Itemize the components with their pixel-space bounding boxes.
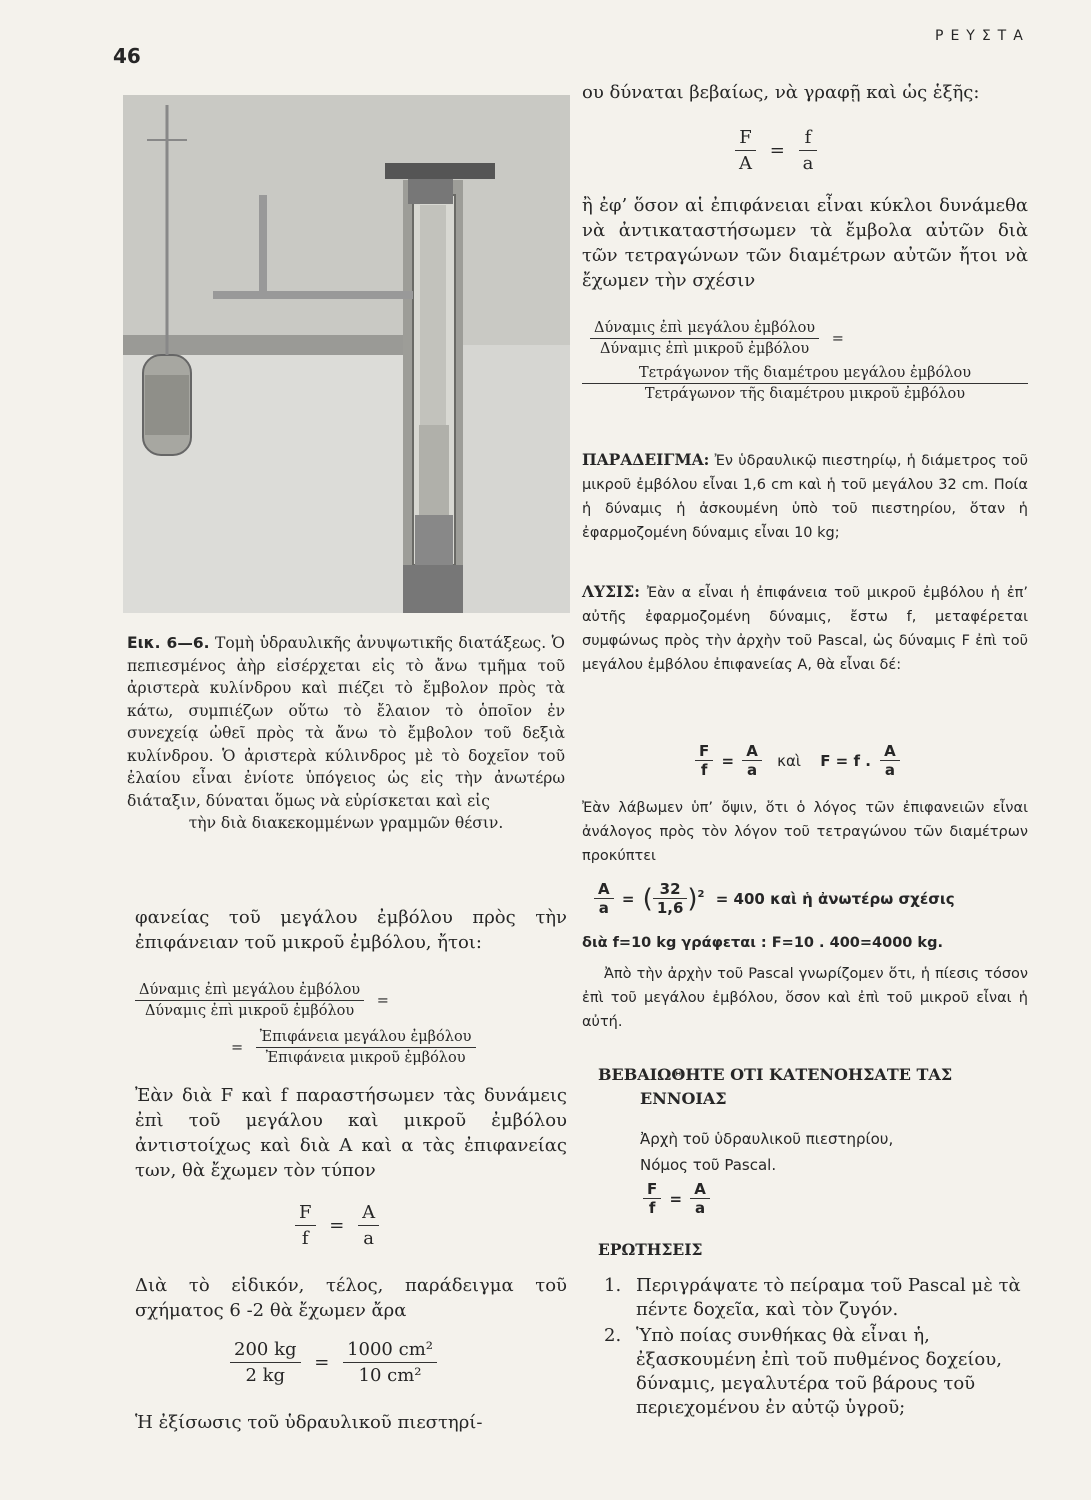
left-formula-F-over-f — [295, 1200, 379, 1251]
solution-text-3: διὰ f=10 kg γράφεται : F=10 . 400=4000 kg. — [582, 935, 943, 951]
concept-symbol-A: A — [690, 1180, 710, 1199]
question-text-1: Περιγράψατε τὸ πείραμα τοῦ Pascal μὲ τὰ πέντε δοχεῖα, καὶ τὸν ζυγόν. — [636, 1275, 1021, 1320]
right-paragraph-1: ου δύναται βεβαίως, νὰ γραφῇ καὶ ὡς ἑξῆς: — [582, 82, 980, 103]
formula-equals-9: = — [669, 1189, 683, 1208]
left-paragraph-2: Ἐὰν διὰ F καὶ f παραστήσωμεν τὰς δυνάμεις ἐπὶ τοῦ μεγάλου καὶ μικροῦ ἐμβόλου ἀντιστοίχως καὶ διὰ A καὶ α τὰς ἐπιφανείας των, θὰ ἔχωμεν τὸν τύπον — [135, 1085, 567, 1181]
symbol-F-2: F — [735, 125, 756, 151]
concept-item-2: Νόμος τοῦ Pascal. — [640, 1156, 777, 1174]
example-den-2: 10 cm² — [358, 1365, 422, 1386]
question-number-1: 1. — [604, 1275, 622, 1296]
symbol-a: a — [363, 1228, 374, 1249]
concept-symbol-a: a — [695, 1199, 706, 1217]
example-num-2: 1000 cm² — [343, 1337, 437, 1363]
symbol-A: A — [358, 1200, 379, 1226]
concept-symbol-f: f — [648, 1199, 656, 1217]
formula-equals-5: = — [769, 140, 785, 161]
concepts-formula — [643, 1180, 710, 1217]
formula-equals-7: = — [721, 751, 735, 770]
example-heading: ΠΑΡΑΔΕΙΓΜΑ: — [582, 450, 710, 469]
ratio-den-diameter-small: Τετράγωνον τῆς διαμέτρου μικροῦ ἐμβόλου — [644, 386, 966, 402]
solution-formula — [695, 742, 900, 779]
sol-symbol-f: f — [700, 761, 708, 779]
formula-num-area-large: Ἐπιφάνεια μεγάλου ἐμβόλου — [256, 1027, 476, 1048]
right-formula-ratio — [582, 318, 1028, 404]
sol-symbol-F: F — [695, 742, 713, 761]
ratio-32: 32 — [653, 880, 688, 899]
solution-text: Ἐὰν α εἶναι ἡ ἐπιφάνεια τοῦ μικροῦ ἐμβόλου ἡ ἐπ’ αὐτῆς ἐφαρμοζομένη δύναμις, ἔστω f, μεταφέρεται συμφώνως πρὸς τὴν ἀρχὴν τοῦ Pascal, ὡς δύναμις F ἐπὶ τοῦ μεγάλου ἐμβόλου ἐπιφανείας A, θὰ εἶναι δέ: — [582, 585, 1029, 673]
ratio-16: 1,6 — [656, 899, 684, 917]
question-text-2: Ὑπὸ ποίας συνθήκας θὰ εἶναι ἡ, ἐξασκουμένη ἐπὶ τοῦ πυθμένος δοχείου, δύναμις, μεγαλυτέρα τοῦ βάρους τοῦ περιεχομένου ἐν αὐτῷ ὑγροῦ; — [636, 1325, 1002, 1418]
question-number-2: 2. — [604, 1325, 622, 1346]
concept-symbol-F: F — [643, 1180, 661, 1199]
formula-num-force-large: Δύναμις ἐπὶ μεγάλου ἐμβόλου — [135, 980, 364, 1001]
example-block — [582, 448, 1028, 545]
ratio-rest: = 400 καὶ ἡ ἀνωτέρω σχέσις — [715, 889, 955, 908]
ratio-den-force-small: Δύναμις ἐπὶ μικροῦ ἐμβόλου — [599, 341, 810, 357]
running-header: ΡΕΥΣΤΑ — [935, 28, 1030, 44]
ratio-symbol-a: a — [598, 899, 609, 917]
symbol-F: F — [295, 1200, 316, 1226]
solution-heading: ΛΥΣΙΣ: — [582, 582, 640, 601]
formula-equals: = — [376, 992, 389, 1009]
question-item-1 — [604, 1274, 1034, 1322]
formula-den-force-small: Δύναμις ἐπὶ μικροῦ ἐμβόλου — [144, 1003, 355, 1019]
right-paragraph-2: ἢ ἐφ’ ὅσον αἱ ἐπιφάνειαι εἶναι κύκλοι δυνάμεθα νὰ ἀντικαταστήσωμεν τὰ ἔμβολα αὐτῶν διὰ τῶν τετραγώνων τῶν διαμέτρων αὐτῶν ἤτοι νὰ ἔχωμεν τὴν σχέσιν — [582, 195, 1028, 291]
question-list — [604, 1274, 1034, 1420]
concepts-heading-line-1: ΒΕΒΑΙΩΘΗΤΕ ΟΤΙ ΚΑΤΕΝΟΗΣΑΤΕ ΤΑΣ — [598, 1065, 953, 1084]
symbol-a-2: a — [802, 153, 814, 174]
concepts-heading — [598, 1063, 952, 1111]
sol-symbol-A-2: A — [880, 742, 900, 761]
left-paragraph-4: Ἡ ἐξίσωσις τοῦ ὑδραυλικοῦ πιεστηρί- — [135, 1412, 483, 1433]
solution-and: καὶ — [777, 751, 801, 770]
concept-item-1: Ἀρχὴ τοῦ ὑδραυλικοῦ πιεστηρίου, — [640, 1130, 894, 1148]
symbol-f-2: f — [799, 125, 818, 151]
concepts-list — [640, 1126, 893, 1178]
left-formula-example — [230, 1337, 437, 1388]
formula-equals-4: = — [314, 1352, 330, 1373]
formula-den-area-small: Ἐπιφάνεια μικροῦ ἐμβόλου — [265, 1050, 466, 1066]
ratio-num-diameter-large: Τετράγωνον τῆς διαμέτρου μεγάλου ἐμβόλου — [582, 363, 1028, 384]
concepts-heading-line-2: ΕΝΝΟΙΑΣ — [640, 1089, 727, 1108]
sol-symbol-a: a — [747, 761, 758, 779]
formula-equals-8: = — [621, 889, 635, 908]
left-paragraph-1: φανείας τοῦ μεγάλου ἐμβόλου πρὸς τὴν ἐπιφάνειαν τοῦ μικροῦ ἐμβόλου, ἤτοι: — [135, 907, 567, 953]
figure-hydraulic-lift — [123, 95, 570, 613]
right-formula-F-over-A — [735, 125, 817, 176]
solution-block — [582, 580, 1028, 677]
example-text: Ἐν ὑδραυλικῷ πιεστηρίῳ, ἡ διάμετρος τοῦ μικροῦ ἐμβόλου εἶναι 1,6 cm καὶ ἡ τοῦ μεγάλου 32 cm. Ποία ἡ δύναμις ἡ ἀσκουμένη ὑπὸ τοῦ πιεστηρίου, ὅταν ἡ ἐφαρμοζομένη δύναμις εἶναι 10 kg; — [582, 453, 1028, 541]
formula-equals-2: = — [231, 1039, 244, 1056]
formula-equals-3: = — [329, 1215, 345, 1236]
page-number: 46 — [113, 44, 141, 68]
example-den-1: 2 kg — [245, 1365, 286, 1386]
questions-heading: ΕΡΩΤΗΣΕΙΣ — [598, 1240, 703, 1259]
symbol-A-2: A — [739, 153, 752, 174]
question-item-2 — [604, 1324, 1034, 1420]
solution-text-4: Ἀπὸ τὴν ἀρχὴν τοῦ Pascal γνωρίζομεν ὅτι, ἡ πίεσις τόσον ἐπὶ τοῦ μεγάλου ἐμβόλου, ὅσον καὶ ἐπὶ τοῦ μικροῦ εἶναι ἡ αὐτή. — [582, 966, 1028, 1030]
symbol-f: f — [301, 1228, 309, 1249]
example-num-1: 200 kg — [230, 1337, 301, 1363]
hydraulic-lift-illustration — [123, 95, 570, 613]
figure-caption — [127, 632, 565, 835]
solution-ratio-formula: $\frac{A}{a}$ = ( $\frac{32}{1,6}$ )$^2$ = 400 καὶ ἡ ἀνωτέρω σχέσις — [594, 880, 1034, 917]
solution-F-eq: F = f . — [820, 751, 871, 770]
figure-caption-text: Τομὴ ὑδραυλικῆς ἀνυψωτικῆς διατάξεως. Ὁ πεπιεσμένος ἀὴρ εἰσέρχεται εἰς τὸ ἄνω τμῆμα τοῦ ἀριστερὰ κυλίνδρου καὶ πιέζει τὸ ἔμβολον πρὸς τὰ κάτω, συμπιέζων οὕτω τὸ ἔλαιον τὸ ὁποῖον ἐν συνεχείᾳ ὠθεῖ πρὸς τὰ ἄνω τὸ ἔμβολον τοῦ δεξιὰ κυλίνδρου. Ὁ ἀριστερὰ κύλινδρος μὲ τὸ δοχεῖον τοῦ ἐλαίου εἶναι ἐνίοτε ὑπόγειος ὡς εἰς τὴν ἀνωτέρω διάταξιν, δύναται ὅμως νὰ εὑρίσκεται καὶ εἰς — [127, 634, 565, 810]
figure-label: Εικ. 6—6. — [127, 634, 210, 652]
sol-symbol-A: A — [742, 742, 762, 761]
ratio-num-force-large: Δύναμις ἐπὶ μεγάλου ἐμβόλου — [590, 318, 819, 339]
left-paragraph-3: Διὰ τὸ εἰδικόν, τέλος, παράδειγμα τοῦ σχήματος 6 -2 θὰ ἔχωμεν ἄρα — [135, 1275, 567, 1321]
sol-symbol-a-2: a — [884, 761, 895, 779]
figure-caption-last: τὴν διὰ διακεκομμένων γραμμῶν θέσιν. — [188, 814, 504, 832]
left-formula-ratio — [135, 980, 567, 1068]
solution-text-2: Ἐὰν λάβωμεν ὑπ’ ὄψιν, ὅτι ὁ λόγος τῶν ἐπιφανειῶν εἶναι ἀνάλογος πρὸς τὸν λόγον τοῦ τετραγώνου τῶν διαμέτρων προκύπτει — [582, 800, 1028, 864]
ratio-symbol-A: A — [594, 880, 614, 899]
formula-equals-6: = — [831, 330, 844, 347]
ratio-square: 2 — [697, 889, 705, 900]
